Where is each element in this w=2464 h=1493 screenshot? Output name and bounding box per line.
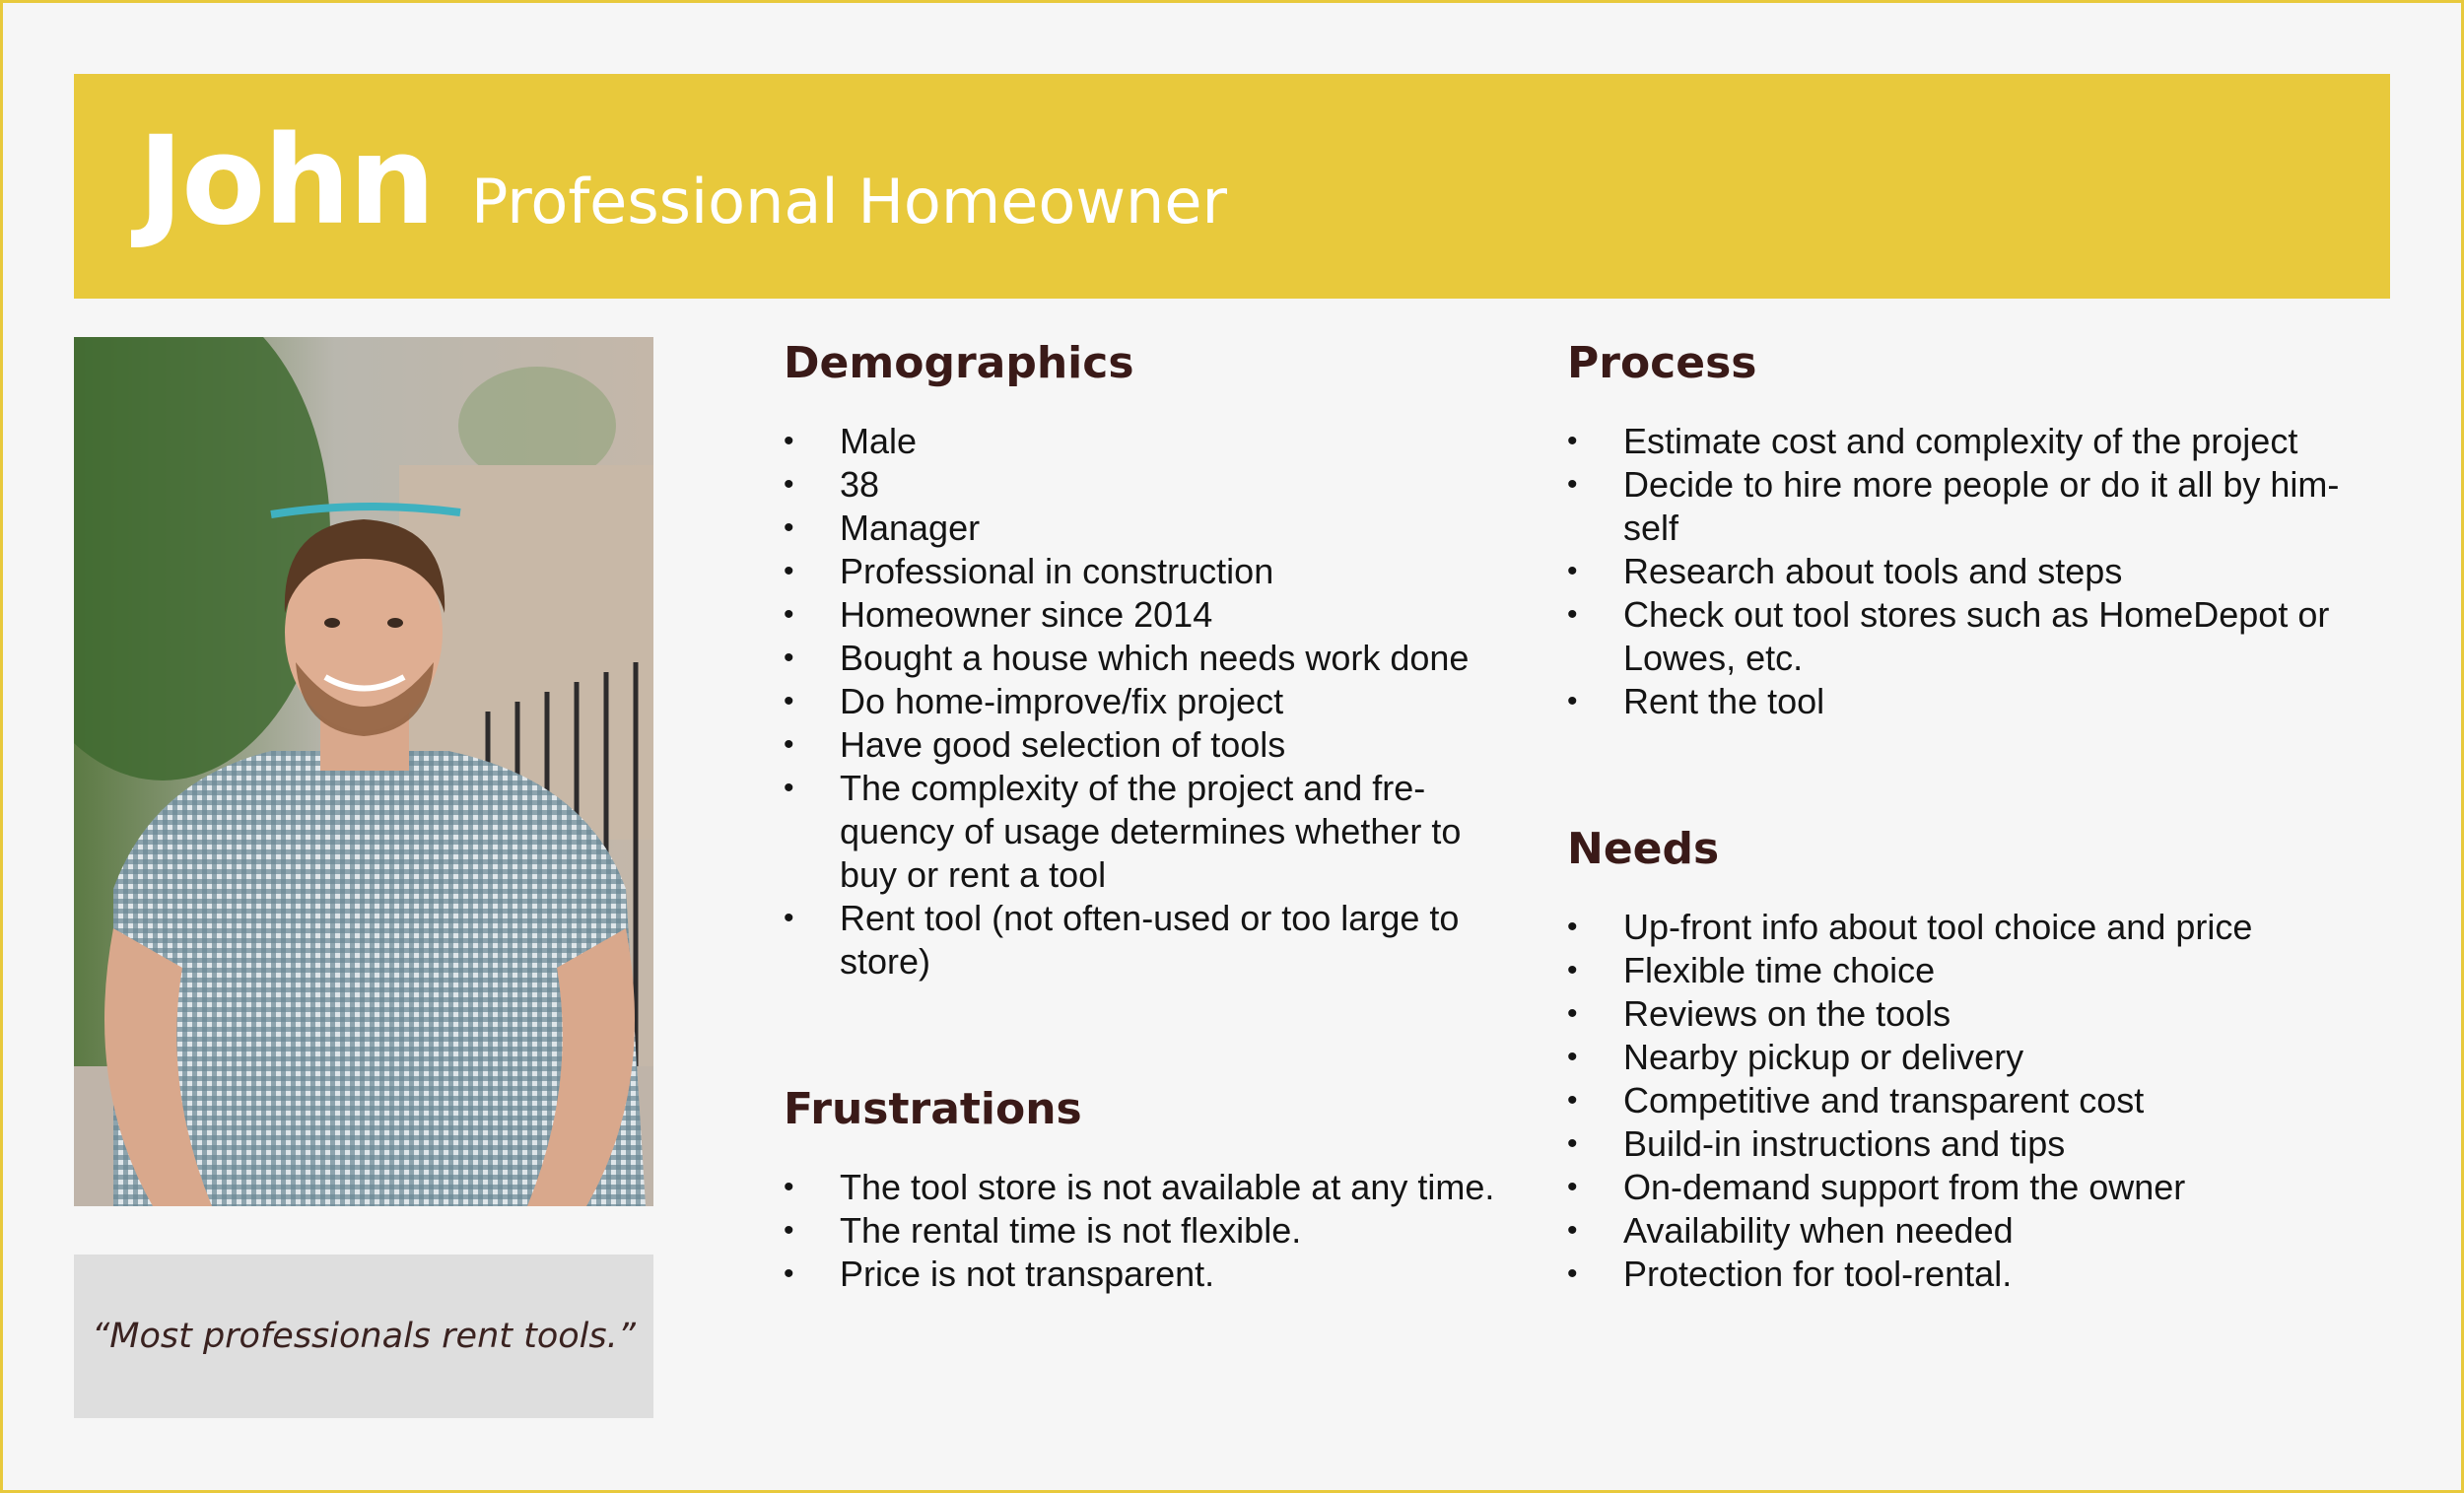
list-item: • Bought a house which needs work done <box>784 637 1503 680</box>
frustrations-title: Frustrations <box>784 1084 1082 1134</box>
list-item: • Nearby pickup or delivery <box>1567 1036 2356 1079</box>
frustrations-list <box>784 1166 1533 1296</box>
persona-photo <box>74 337 653 1206</box>
persona-photo-illustration <box>74 337 653 1206</box>
list-item: • Do home-improve/fix project <box>784 680 1503 723</box>
process-list <box>1567 420 2356 723</box>
list-item: • Homeowner since 2014 <box>784 593 1503 637</box>
list-item: • Decide to hire more people or do it all by him-self <box>1567 463 2356 550</box>
persona-name: John <box>138 110 434 252</box>
needs-title: Needs <box>1567 824 1720 874</box>
list-item: • Manager <box>784 507 1503 550</box>
list-item: • Build-in instructions and tips <box>1567 1122 2356 1166</box>
list-item: • The tool store is not available at any time. <box>784 1166 1533 1209</box>
list-item: • Professional in construction <box>784 550 1503 593</box>
demographics-list <box>784 420 1503 984</box>
list-item: • The rental time is not flexible. <box>784 1209 1533 1253</box>
list-item: • Competitive and transparent cost <box>1567 1079 2356 1122</box>
list-item: • The complexity of the project and fre-quency of usage determines whether to buy or rent a tool <box>784 767 1503 897</box>
list-item: • Price is not transparent. <box>784 1253 1533 1296</box>
list-item: • Estimate cost and complexity of the project <box>1567 420 2356 463</box>
list-item: • Rent tool (not often-used or too large to store) <box>784 897 1503 984</box>
quote-box <box>74 1255 653 1418</box>
list-item: • Rent the tool <box>1567 680 2356 723</box>
list-item: • Check out tool stores such as HomeDepot or Lowes, etc. <box>1567 593 2356 680</box>
list-item: • On-demand support from the owner <box>1567 1166 2356 1209</box>
list-item: • Research about tools and steps <box>1567 550 2356 593</box>
needs-section <box>1567 824 2356 1296</box>
needs-list <box>1567 906 2356 1296</box>
list-item: • Protection for tool-rental. <box>1567 1253 2356 1296</box>
list-item: • Male <box>784 420 1503 463</box>
frustrations-section <box>784 1084 1533 1296</box>
list-item: • Up-front info about tool choice and price <box>1567 906 2356 949</box>
process-title: Process <box>1567 338 1757 388</box>
process-section <box>1567 338 2356 723</box>
list-item: • 38 <box>784 463 1503 507</box>
list-item: • Reviews on the tools <box>1567 992 2356 1036</box>
list-item: • Flexible time choice <box>1567 949 2356 992</box>
demographics-title: Demographics <box>784 338 1134 388</box>
list-item: • Availability when needed <box>1567 1209 2356 1253</box>
list-item: • Have good selection of tools <box>784 723 1503 767</box>
persona-quote: “Most professionals rent tools.” <box>92 1317 636 1356</box>
persona-role: Professional Homeowner <box>471 166 1227 238</box>
demographics-section <box>784 338 1503 984</box>
